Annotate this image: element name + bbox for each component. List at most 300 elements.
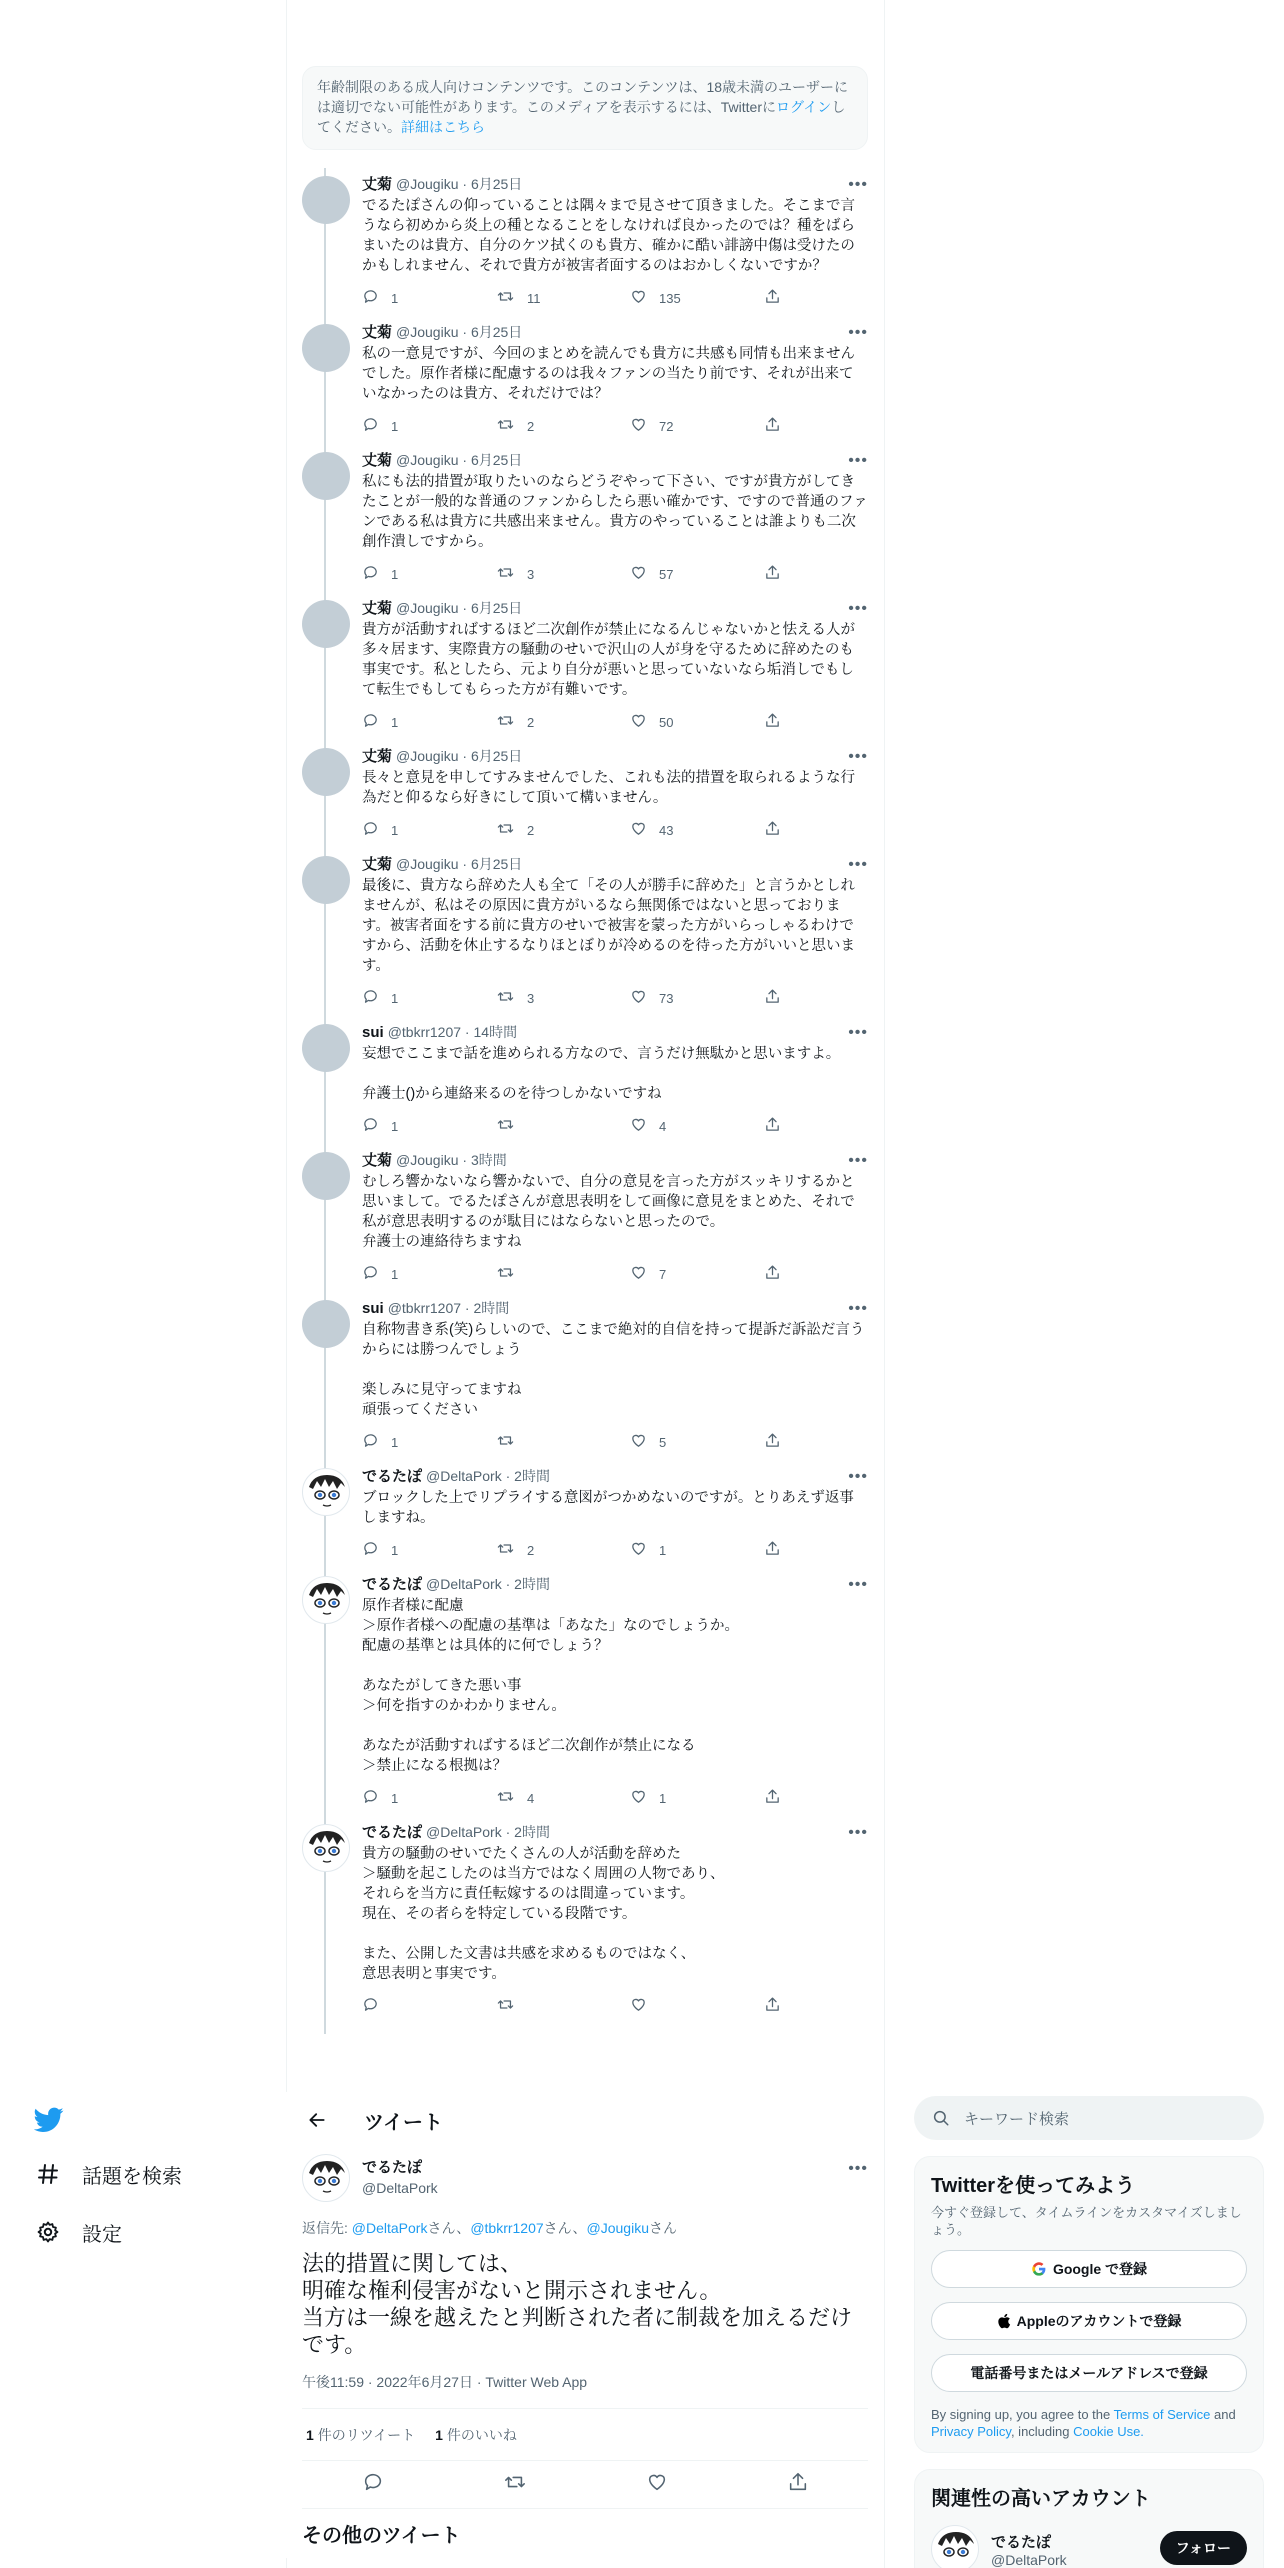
reply-button[interactable]	[362, 820, 496, 840]
tweet-time[interactable]: 14時間	[473, 1024, 518, 1040]
reply-count: 1	[391, 990, 399, 1006]
tweet-header	[362, 854, 868, 875]
tweet-text: 私の一意見ですが、今回のまとめを読んでも貴方に共感も同情も出来ませんでした。原作者様に配慮するのは我々ファンの当たり前です、それが出来ていなかったのは貴方、それだけでは？	[362, 346, 855, 402]
more-options-icon[interactable]: •••	[848, 1576, 868, 1593]
more-options-icon[interactable]: •••	[848, 452, 868, 469]
tweet-stats	[302, 2409, 868, 2461]
tweet-time[interactable]: 6月25日	[470, 324, 523, 340]
author-name[interactable]: 丈菊	[362, 600, 393, 617]
tweet-actions	[362, 288, 868, 308]
author-name[interactable]: 丈菊	[362, 452, 393, 469]
author-name[interactable]: 丈菊	[362, 324, 393, 341]
share-button[interactable]	[764, 416, 804, 436]
tweet-time[interactable]: 2時間	[514, 1576, 550, 1592]
like-icon	[630, 820, 659, 840]
page-title: ツイート	[364, 2111, 443, 2134]
like-count: 135	[659, 290, 681, 306]
retweet-icon	[496, 1996, 527, 2016]
tweet-actions	[362, 416, 868, 436]
retweet-icon	[496, 1432, 527, 1452]
privacy-policy-link[interactable]: Privacy Policy	[931, 2424, 1011, 2439]
share-icon	[764, 712, 793, 732]
retweet-icon[interactable]	[503, 2471, 527, 2498]
cookie-use-link[interactable]: Cookie Use.	[1073, 2424, 1144, 2439]
like-count: 7	[659, 1266, 667, 1282]
like-icon	[630, 1540, 659, 1560]
tweet-actions	[362, 1996, 868, 2016]
author-handle[interactable]: @Jougiku	[396, 748, 459, 764]
meta-separator: ·	[458, 176, 471, 192]
meta-separator: ·	[461, 1024, 474, 1040]
retweet-button[interactable]	[496, 1788, 630, 1808]
tweet-header	[362, 1150, 868, 1171]
reply-tweet[interactable]	[286, 740, 884, 848]
like-button[interactable]	[630, 712, 764, 732]
more-options-icon[interactable]: •••	[848, 1468, 868, 1485]
nav-explore[interactable]	[20, 2145, 260, 2203]
reply-icon	[362, 1264, 391, 1284]
tweet-time[interactable]: 6月25日	[470, 176, 523, 192]
tweet-header	[362, 1574, 868, 1595]
author-handle[interactable]: @Jougiku	[396, 600, 459, 616]
apple-icon	[997, 2313, 1011, 2329]
reply-button[interactable]	[362, 988, 496, 1008]
tweet-time[interactable]: 2時間	[514, 1824, 550, 1840]
more-options-icon[interactable]: •••	[848, 856, 868, 873]
signup-subtitle: 今すぐ登録して、タイムラインをカスタマイズしましょう。	[931, 2205, 1242, 2237]
tweet-time[interactable]: 6月25日	[470, 600, 523, 616]
share-button[interactable]	[764, 1432, 804, 1452]
author-name[interactable]: 丈菊	[362, 176, 393, 193]
author-handle[interactable]: @DeltaPork	[426, 1824, 502, 1840]
tweet-text: ブロックした上でリプライする意図がつかめないのですが。とりあえず返事しますね。	[362, 1490, 854, 1526]
author-name: でるたぽ	[362, 2159, 423, 2176]
author-handle[interactable]: @Jougiku	[396, 324, 459, 340]
reply-button[interactable]	[362, 1996, 496, 2016]
more-tweets-heading: その他のツイート	[302, 2525, 461, 2547]
back-arrow-icon[interactable]	[302, 2105, 332, 2135]
reply-tweet[interactable]	[286, 1016, 884, 1144]
author-name[interactable]: sui	[362, 1024, 384, 1041]
tweet-time[interactable]: 2時間	[473, 1300, 510, 1316]
share-icon	[764, 416, 793, 436]
share-icon	[764, 1788, 793, 1808]
retweet-icon	[496, 1116, 527, 1136]
terms-of-service-link[interactable]: Terms of Service	[1113, 2407, 1211, 2422]
google-icon	[1031, 2261, 1047, 2277]
retweet-count: 2	[527, 418, 535, 434]
tweet-header	[362, 174, 868, 195]
tweet-actions	[362, 1540, 868, 1560]
mention-link[interactable]: @Jougiku	[586, 2220, 649, 2236]
more-options-icon[interactable]: •••	[848, 748, 868, 765]
avatar[interactable]	[302, 452, 350, 500]
avatar[interactable]	[302, 856, 350, 904]
details-link[interactable]: 詳細はこちら	[401, 119, 485, 135]
tweet-author[interactable]	[286, 2148, 884, 2208]
like-icon	[630, 712, 659, 732]
avatar[interactable]	[302, 2154, 350, 2202]
reply-count: 1	[391, 1542, 399, 1558]
nav-explore-label: 話題を検索	[82, 2165, 182, 2188]
avatar[interactable]	[302, 1468, 350, 1516]
reply-icon	[362, 288, 391, 308]
reply-tweet[interactable]	[286, 1292, 884, 1460]
reply-icon	[362, 1996, 391, 2016]
tweet-time[interactable]: 6月25日	[470, 856, 523, 872]
retweet-icon	[496, 1264, 527, 1284]
retweet-button[interactable]	[496, 1116, 630, 1136]
phone-email-signup-button[interactable]	[931, 2354, 1247, 2392]
author-handle[interactable]: @tbkrr1207	[387, 1300, 462, 1316]
terms-text: , including	[1010, 2424, 1074, 2439]
reply-button[interactable]	[362, 416, 496, 436]
retweet-count: 11	[527, 290, 541, 306]
share-icon	[764, 288, 793, 308]
tweet-header	[362, 1022, 868, 1043]
like-icon	[630, 416, 659, 436]
author-handle[interactable]: @DeltaPork	[426, 1576, 502, 1592]
share-button[interactable]	[764, 1788, 804, 1808]
share-icon	[764, 820, 793, 840]
twitter-logo[interactable]	[20, 2095, 76, 2145]
tweet-timestamp[interactable]: 午後11:59 · 2022年6月27日 · Twitter Web App	[302, 2358, 868, 2409]
phone-email-signup-label: 電話番号またはメールアドレスで登録	[970, 2365, 1208, 2381]
tweet-actions	[362, 820, 868, 840]
retweet-count: 3	[527, 990, 535, 1006]
nav-settings[interactable]	[20, 2203, 260, 2261]
reply-icon	[362, 988, 391, 1008]
retweet-button[interactable]	[496, 1432, 630, 1452]
retweet-icon	[496, 712, 527, 732]
more-options-icon[interactable]: •••	[848, 176, 868, 193]
reply-tweet[interactable]	[286, 168, 884, 316]
more-options-icon[interactable]: •••	[848, 324, 868, 341]
reply-button[interactable]	[362, 1788, 496, 1808]
retweet-button[interactable]	[496, 288, 630, 308]
focused-tweet	[286, 2092, 884, 2558]
share-button[interactable]	[764, 288, 804, 308]
retweet-label: 件のリツイート	[317, 2426, 416, 2443]
like-count: 5	[659, 1434, 667, 1450]
retweet-stat[interactable]	[306, 2425, 415, 2445]
reply-tweet[interactable]	[286, 1460, 884, 1568]
share-icon[interactable]	[787, 2471, 809, 2498]
like-button[interactable]	[630, 1540, 764, 1560]
meta-separator: ·	[461, 1300, 474, 1316]
reply-tweet[interactable]	[286, 316, 884, 444]
retweet-count: 2	[527, 822, 535, 838]
share-icon	[764, 1264, 793, 1284]
retweet-button[interactable]	[496, 820, 630, 840]
retweet-button[interactable]	[496, 1996, 630, 2016]
reply-thread	[286, 168, 884, 2088]
tweet-time[interactable]: 3時間	[470, 1152, 507, 1168]
google-signup-button[interactable]	[931, 2250, 1247, 2288]
reply-button[interactable]	[362, 1264, 496, 1284]
retweet-button[interactable]	[496, 988, 630, 1008]
reply-count: 1	[391, 1434, 399, 1450]
like-button[interactable]	[630, 564, 764, 584]
retweet-button[interactable]	[496, 416, 630, 436]
left-nav	[20, 2095, 260, 2261]
share-icon	[764, 1432, 793, 1452]
like-icon	[630, 1116, 659, 1136]
share-button[interactable]	[764, 1540, 804, 1560]
share-icon	[764, 1116, 793, 1136]
tweet-text: 貴方が活動すればするほど二次創作が禁止になるんじゃないかと怯える人が多々居ます、実際貴方の騒動のせいで沢山の人が身を守るために辞めたのも事実です。私としたら、元より自分が悪いと思っていないなら垢消しでもして転生でもしてもらった方が有難いです。	[362, 622, 855, 698]
like-button[interactable]	[630, 1432, 764, 1452]
like-icon[interactable]	[646, 2471, 668, 2498]
reply-tweet[interactable]	[286, 592, 884, 740]
reply-button[interactable]	[362, 1432, 496, 1452]
tweet-time[interactable]: 6月25日	[470, 748, 523, 764]
reply-count: 1	[391, 566, 399, 582]
signup-title: Twitterを使ってみよう	[931, 2175, 1136, 2197]
search-icon	[932, 2109, 950, 2127]
avatar[interactable]	[302, 324, 350, 372]
share-button[interactable]	[764, 1116, 804, 1136]
like-icon	[630, 1432, 659, 1452]
retweet-button[interactable]	[496, 564, 630, 584]
meta-separator: ·	[458, 1152, 471, 1168]
tweet-header-bar	[286, 2092, 884, 2148]
more-options-icon[interactable]: •••	[848, 1152, 868, 1169]
twitter-bird-icon	[34, 2107, 64, 2133]
tweet-header	[362, 1298, 868, 1319]
mention-link[interactable]: @DeltaPork	[351, 2220, 428, 2236]
meta-separator: ·	[458, 324, 471, 340]
avatar[interactable]	[931, 2525, 979, 2568]
reply-button[interactable]	[362, 1540, 496, 1560]
signup-panel	[914, 2156, 1264, 2453]
avatar[interactable]	[302, 1300, 350, 1348]
main-column	[286, 0, 884, 2568]
share-button[interactable]	[764, 988, 804, 1008]
meta-separator: ·	[458, 600, 471, 616]
reply-icon	[362, 1432, 391, 1452]
related-accounts-title: 関連性の高いアカウント	[931, 2488, 1151, 2510]
author-handle: @DeltaPork	[362, 2180, 438, 2196]
author-name[interactable]: でるたぽ	[362, 1576, 423, 1593]
meta-separator: ·	[458, 452, 471, 468]
reply-icon	[362, 1788, 391, 1808]
author-handle[interactable]: @Jougiku	[396, 176, 459, 192]
more-options-icon[interactable]: •••	[848, 2160, 868, 2177]
tweet-text: むしろ響かないなら響かないで、自分の意見を言った方がスッキリするかと思いまして。でるたぽさんが意思表明をして画像に意見をまとめた、それで私が意思表明するのが駄目にはならないと思ったので。 弁護士の連絡待ちますね	[362, 1174, 855, 1250]
tweet-text: 私にも法的措置が取りたいのならどうぞやって下さい、ですが貴方がしてきたことが一般的な普通のファンからしたら悪い確かです、ですので普通のファンである私は貴方に共感出来ません。貴方のやっていることは誰よりも二次創作潰しですから。	[362, 474, 868, 550]
reply-button[interactable]	[362, 1116, 496, 1136]
like-button[interactable]	[630, 820, 764, 840]
retweet-icon	[496, 416, 527, 436]
author-name[interactable]: 丈菊	[362, 856, 393, 873]
more-options-icon[interactable]: •••	[848, 600, 868, 617]
author-handle[interactable]: @Jougiku	[396, 856, 459, 872]
right-sidebar	[914, 2092, 1264, 2568]
mention-link[interactable]: @tbkrr1207	[470, 2220, 544, 2236]
avatar[interactable]	[302, 600, 350, 648]
follow-button[interactable]: フォロー	[1160, 2531, 1247, 2565]
like-button[interactable]	[630, 1264, 764, 1284]
nav-settings-label: 設定	[82, 2223, 122, 2246]
like-count: 1	[435, 2426, 443, 2443]
tweet-text: 自称物書き系(笑)らしいので、ここまで絶対的自信を持って提訴だ訴訟だ言うからには勝つんでしょう 楽しみに見守ってますね 頑張ってください	[362, 1322, 865, 1418]
share-icon	[764, 988, 793, 1008]
meta-separator: ·	[501, 1468, 515, 1484]
like-icon	[630, 1264, 659, 1284]
search-input[interactable]	[914, 2096, 1264, 2140]
author-handle[interactable]: @Jougiku	[396, 1152, 459, 1168]
gear-icon	[34, 2218, 62, 2246]
tweet-time[interactable]: 2時間	[514, 1468, 550, 1484]
tweet-actions	[362, 1264, 868, 1284]
signup-terms	[931, 2406, 1247, 2440]
main-column-right-border	[884, 0, 885, 2568]
related-account-name: でるたぽ	[991, 2533, 1052, 2551]
reply-icon[interactable]	[362, 2471, 384, 2498]
tweet-time[interactable]: 6月25日	[470, 452, 523, 468]
tweet-text: 貴方の騒動のせいでたくさんの人が活動を辞めた ＞騒動を起こしたのは当方ではなく周囲の人物であり、 それらを当方に責任転嫁するのは間違っています。 現在、その者らを特定している段階です。 また、公開した文書は共感を求めるものではなく、 意思表明と事実です。	[362, 1846, 725, 1982]
retweet-button[interactable]	[496, 712, 630, 732]
search-placeholder: キーワード検索	[964, 2110, 1070, 2128]
like-button[interactable]	[630, 1116, 764, 1136]
reply-button[interactable]	[362, 288, 496, 308]
like-count: 73	[659, 990, 674, 1006]
retweet-count: 2	[527, 1542, 535, 1558]
share-icon	[764, 564, 793, 584]
reply-button[interactable]	[362, 712, 496, 732]
reply-count: 1	[391, 714, 399, 730]
age-warning-text-after: してください。	[317, 99, 846, 135]
tweet-actions	[362, 1788, 868, 1808]
share-button[interactable]	[764, 820, 804, 840]
meta-separator: ·	[458, 856, 471, 872]
retweet-icon	[496, 1788, 527, 1808]
reply-icon	[362, 416, 391, 436]
author-name[interactable]: 丈菊	[362, 1152, 393, 1169]
like-button[interactable]	[630, 1788, 764, 1808]
author-name[interactable]: でるたぽ	[362, 1468, 423, 1485]
reply-tweet[interactable]	[286, 848, 884, 1016]
retweet-button[interactable]	[496, 1540, 630, 1560]
like-icon	[630, 1788, 659, 1808]
like-icon	[630, 1996, 659, 2016]
share-icon	[764, 1996, 793, 2016]
replying-to	[286, 2208, 884, 2238]
like-button[interactable]	[630, 1996, 764, 2016]
reply-icon	[362, 712, 391, 732]
reply-tweet[interactable]	[286, 1144, 884, 1292]
retweet-icon	[496, 988, 527, 1008]
tweet-actions	[362, 1432, 868, 1452]
retweet-count: 2	[527, 714, 535, 730]
like-button[interactable]	[630, 416, 764, 436]
tweet-header	[362, 322, 868, 343]
tweet-text: 長々と意見を申してすみませんでした、これも法的措置を取られるような行為だと仰るなら好きにして頂いて構いません。	[362, 770, 855, 806]
reply-count: 1	[391, 822, 399, 838]
retweet-count: 3	[527, 566, 535, 582]
meta-separator: ·	[501, 1576, 515, 1592]
tweet-actions	[362, 564, 868, 584]
avatar[interactable]	[302, 1824, 350, 1872]
reply-sep: さん、	[543, 2220, 587, 2236]
google-signup-label: Google で登録	[1052, 2261, 1148, 2277]
tweet-text: でるたぽさんの仰っていることは隅々まで見させて頂きました。そこまで言うなら初めから炎上の種となることをしなければ良かったのでは？種をばらまいたのは貴方、自分のケツ拭くのも貴方、確かに酷い誹謗中傷は受けたのかもしれません、それで貴方が被害者面するのはおかしくないですか？	[362, 198, 855, 274]
login-link[interactable]: ログイン	[776, 99, 832, 115]
avatar[interactable]	[302, 1152, 350, 1200]
avatar[interactable]	[302, 176, 350, 224]
more-options-icon[interactable]: •••	[848, 1024, 868, 1041]
tweet-text: 原作者様に配慮 ＞原作者様への配慮の基準は「あなた」なのでしょうか。 配慮の基準とは具体的に何でしょう？ あなたがしてきた悪い事 ＞何を指すのかわかりません。 あなたが活動すればするほど二次創作が禁止になる ＞禁止になる根拠は？	[362, 1598, 739, 1774]
retweet-count: 1	[306, 2426, 314, 2443]
like-icon	[630, 988, 659, 1008]
avatar[interactable]	[302, 1576, 350, 1624]
author-name[interactable]: sui	[362, 1300, 384, 1317]
reply-tweet[interactable]	[286, 444, 884, 592]
meta-separator: ·	[458, 748, 471, 764]
reply-button[interactable]	[362, 564, 496, 584]
author-name[interactable]: でるたぽ	[362, 1824, 423, 1841]
related-account-handle: @DeltaPork	[991, 2551, 1067, 2568]
retweet-count: 4	[527, 1790, 535, 1806]
reply-count: 1	[391, 290, 399, 306]
like-count: 50	[659, 714, 674, 730]
retweet-icon	[496, 1540, 527, 1560]
avatar[interactable]	[302, 748, 350, 796]
reply-tweet[interactable]	[286, 1816, 884, 2024]
like-count: 4	[659, 1118, 667, 1134]
apple-signup-label: Appleのアカウントで登録	[1016, 2313, 1182, 2329]
like-stat[interactable]	[435, 2425, 517, 2445]
reply-count: 1	[391, 1790, 399, 1806]
related-account[interactable]	[931, 2525, 1247, 2568]
author-handle[interactable]: @tbkrr1207	[387, 1024, 462, 1040]
like-count: 57	[659, 566, 674, 582]
tweet-text: 法的措置に関しては、 明確な権利侵害がないと開示されません。 当方は一線を越えたと判断された者に制裁を加えるだけです。	[302, 2251, 853, 2357]
share-button[interactable]	[764, 1996, 804, 2016]
meta-separator: ·	[501, 1824, 515, 1840]
author-handle[interactable]: @DeltaPork	[426, 1468, 502, 1484]
share-button[interactable]	[764, 712, 804, 732]
retweet-icon	[496, 820, 527, 840]
like-button[interactable]	[630, 288, 764, 308]
reply-icon	[362, 820, 391, 840]
like-count: 43	[659, 822, 674, 838]
share-button[interactable]	[764, 1264, 804, 1284]
tweet-header	[362, 450, 868, 471]
retweet-icon	[496, 564, 527, 584]
age-warning-text: 年齢制限のある成人向けコンテンツです。このコンテンツは、18歳未満のユーザーには適切でない可能性があります。このメディアを表示するには、Twitterに	[317, 79, 849, 115]
reply-tweet[interactable]	[286, 1568, 884, 1816]
apple-signup-button[interactable]	[931, 2302, 1247, 2340]
avatar[interactable]	[302, 1024, 350, 1072]
terms-text: By signing up, you agree to the	[931, 2407, 1114, 2422]
reply-count: 1	[391, 1118, 399, 1134]
author-handle[interactable]: @Jougiku	[396, 452, 459, 468]
related-accounts-panel	[914, 2469, 1264, 2568]
like-button[interactable]	[630, 988, 764, 1008]
share-icon	[764, 1540, 793, 1560]
like-icon	[630, 564, 659, 584]
more-options-icon[interactable]: •••	[848, 1824, 868, 1841]
reply-count: 1	[391, 1266, 399, 1282]
retweet-button[interactable]	[496, 1264, 630, 1284]
author-name[interactable]: 丈菊	[362, 748, 393, 765]
terms-text: and	[1210, 2407, 1236, 2422]
more-options-icon[interactable]: •••	[848, 1300, 868, 1317]
share-button[interactable]	[764, 564, 804, 584]
reply-prefix: 返信先:	[302, 2220, 352, 2236]
